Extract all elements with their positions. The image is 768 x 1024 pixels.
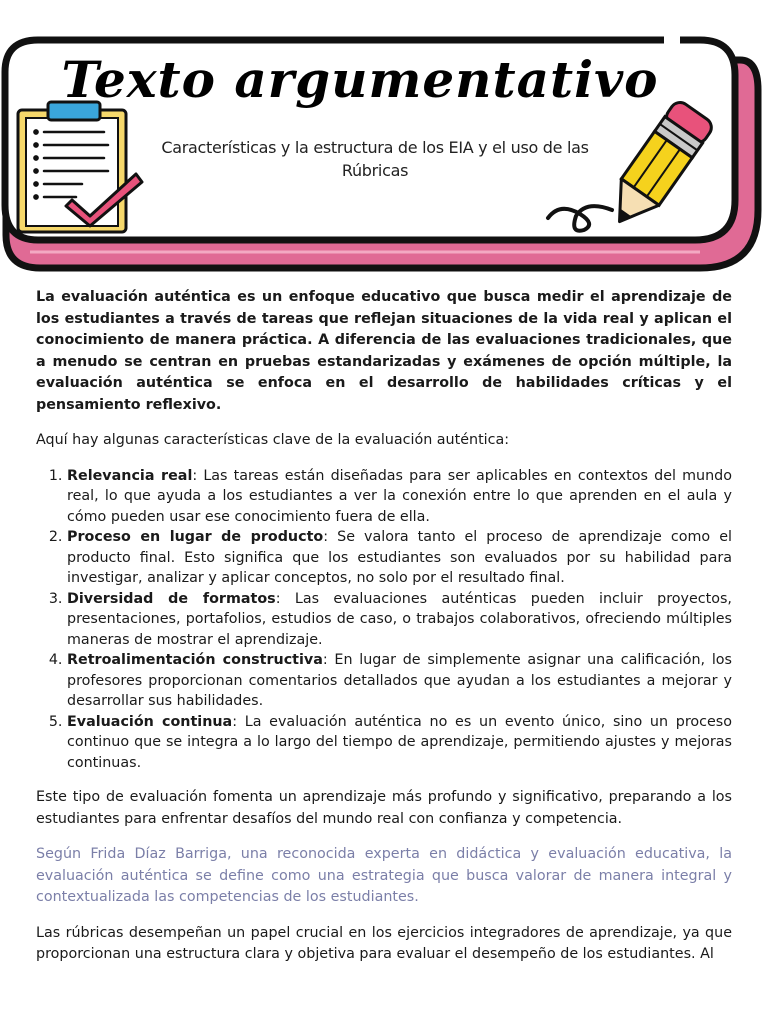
list-item-text: : La evaluación auténtica no es un evento único, sino un proceso continuo que se integra a lo largo del tiempo de aprendizaje, permitiendo ajustes y mejoras continuas. (67, 713, 732, 771)
page-title: Texto argumentativo (61, 50, 659, 109)
intro-paragraph: La evaluación auténtica es un enfoque educativo que busca medir el aprendizaje de los estudiantes a través de tareas que reflejan situaciones de la vida real y aplican el conocimiento de manera práctica. A diferencia de las evaluaciones tradicionales, que a menudo se centran en pruebas estandarizadas y exámenes de opción múltiple, la evaluación auténtica se enfoca en el desarrollo de habilidades críticas y el pensamiento reflexivo. (36, 289, 732, 413)
list-item-text: : Se valora tanto el proceso de aprendizaje como el producto final. Esto significa que los estudiantes son evaluados por su habilidad para investigar, analizar y aplicar conceptos, no solo por el resultado final. (67, 529, 732, 586)
rubric-paragraph: Las rúbricas desempeñan un papel crucial en los ejercicios integradores de aprendizaje, ya que proporcionan una estructura clara y objetiva para evaluar el desempeño de los estudiantes. Al (36, 924, 732, 962)
list-lead-paragraph: Aquí hay algunas características clave de la evaluación auténtica: (36, 432, 510, 448)
header-banner (0, 0, 768, 290)
list-item-term: Retroalimentación constructiva (67, 652, 323, 668)
list-item-text: : Las evaluaciones auténticas pueden incluir proyectos, presentaciones, portafolios, estudios de caso, o trabajos colaborativos, ofreciendo múltiples maneras de mostrar el aprendizaje. (67, 590, 732, 648)
list-item (67, 466, 732, 528)
list-item (67, 589, 732, 651)
list-item-term: Evaluación continua (67, 713, 233, 730)
list-item (67, 527, 732, 589)
list-item-term: Diversidad de formatos (67, 590, 276, 607)
list-item (67, 650, 732, 712)
clipboard-checklist-icon (12, 100, 147, 240)
list-item (67, 712, 732, 774)
list-item-term: Proceso en lugar de producto (67, 529, 324, 545)
list-item-term: Relevancia real (67, 467, 193, 484)
article-body (36, 287, 732, 980)
page-subtitle: Características y la estructura de los EIA y el uso de las Rúbricas (161, 138, 589, 180)
characteristics-list (36, 466, 732, 774)
list-item-text: : Las tareas están diseñadas para ser aplicables en contextos del mundo real, lo que ayuda a los estudiantes a ver la conexión entre lo que aprenden en el aula y cómo pueden usar ese conocimiento fuera de ella. (67, 467, 732, 525)
quote-paragraph: Según Frida Díaz Barriga, una reconocida experta en didáctica y evaluación educativa, la evaluación auténtica se define como una estrategia que busca valorar de manera integral y contextualizada las competencias de los estudiantes. (36, 846, 732, 905)
list-item-text: : En lugar de simplemente asignar una calificación, los profesores proporcionan comentarios detallados que ayudan a los estudiantes a mejorar y desarrollar sus habilidades. (67, 652, 732, 709)
conclusion-paragraph: Este tipo de evaluación fomenta un aprendizaje más profundo y significativo, preparando a los estudiantes para enfrentar desafíos del mundo real con confianza y competencia. (36, 789, 732, 827)
